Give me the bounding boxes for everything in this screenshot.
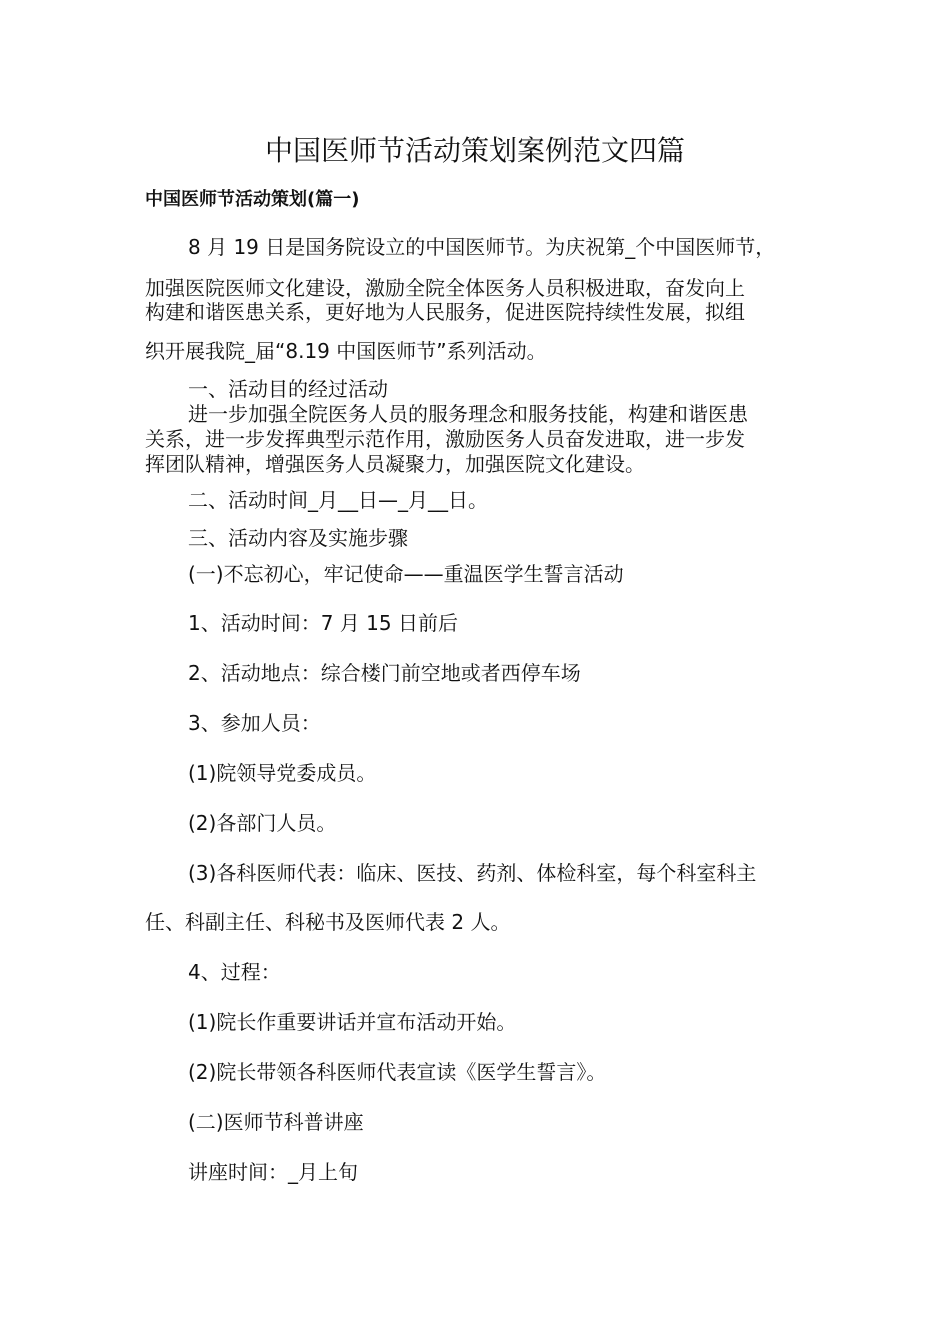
section-heading-purpose: 一、活动目的经过活动 (188, 377, 388, 401)
section-heading-time: 二、活动时间_月__日—_月__日。 (188, 488, 488, 512)
paragraph-line: 进一步加强全院医务人员的服务理念和服务技能，构建和谐医患 (188, 402, 748, 426)
subsection-heading: (一)不忘初心，牢记使命——重温医学生誓言活动 (188, 562, 624, 586)
list-item: 4、过程： (188, 960, 281, 984)
paragraph-line: 挥团队精神，增强医务人员凝聚力，加强医院文化建设。 (145, 452, 645, 476)
paragraph-line: 任、科副主任、科秘书及医师代表 2 人。 (145, 910, 511, 934)
paragraph-line: 加强医院医师文化建设，激励全院全体医务人员积极进取，奋发向上 (145, 276, 745, 300)
paragraph-line: 织开展我院_届“8.19 中国医师节”系列活动。 (145, 339, 547, 363)
list-item: (3)各科医师代表：临床、医技、药剂、体检科室，每个科室科主 (188, 861, 757, 885)
list-item: (1)院长作重要讲话并宣布活动开始。 (188, 1010, 517, 1034)
paragraph-line: 关系，进一步发挥典型示范作用，激励医务人员奋发进取，进一步发 (145, 427, 745, 451)
list-item: (2)各部门人员。 (188, 811, 337, 835)
paragraph-line: 8 月 19 日是国务院设立的中国医师节。为庆祝第_个中国医师节， (188, 235, 776, 259)
list-item: 2、活动地点：综合楼门前空地或者西停车场 (188, 661, 581, 685)
list-item: 1、活动时间：7 月 15 日前后 (188, 611, 458, 635)
document-title: 中国医师节活动策划案例范文四篇 (264, 134, 685, 167)
list-item: 3、参加人员： (188, 711, 321, 735)
paragraph-line: 构建和谐医患关系，更好地为人民服务，促进医院持续性发展，拟组 (145, 300, 745, 324)
list-item: 讲座时间：_月上旬 (188, 1160, 358, 1184)
list-item: (2)院长带领各科医师代表宣读《医学生誓言》。 (188, 1060, 607, 1084)
subsection-heading: (二)医师节科普讲座 (188, 1110, 364, 1134)
list-item: (1)院领导党委成员。 (188, 761, 377, 785)
section-heading-content: 三、活动内容及实施步骤 (188, 526, 408, 550)
section-heading: 中国医师节活动策划(篇一) (145, 189, 360, 210)
